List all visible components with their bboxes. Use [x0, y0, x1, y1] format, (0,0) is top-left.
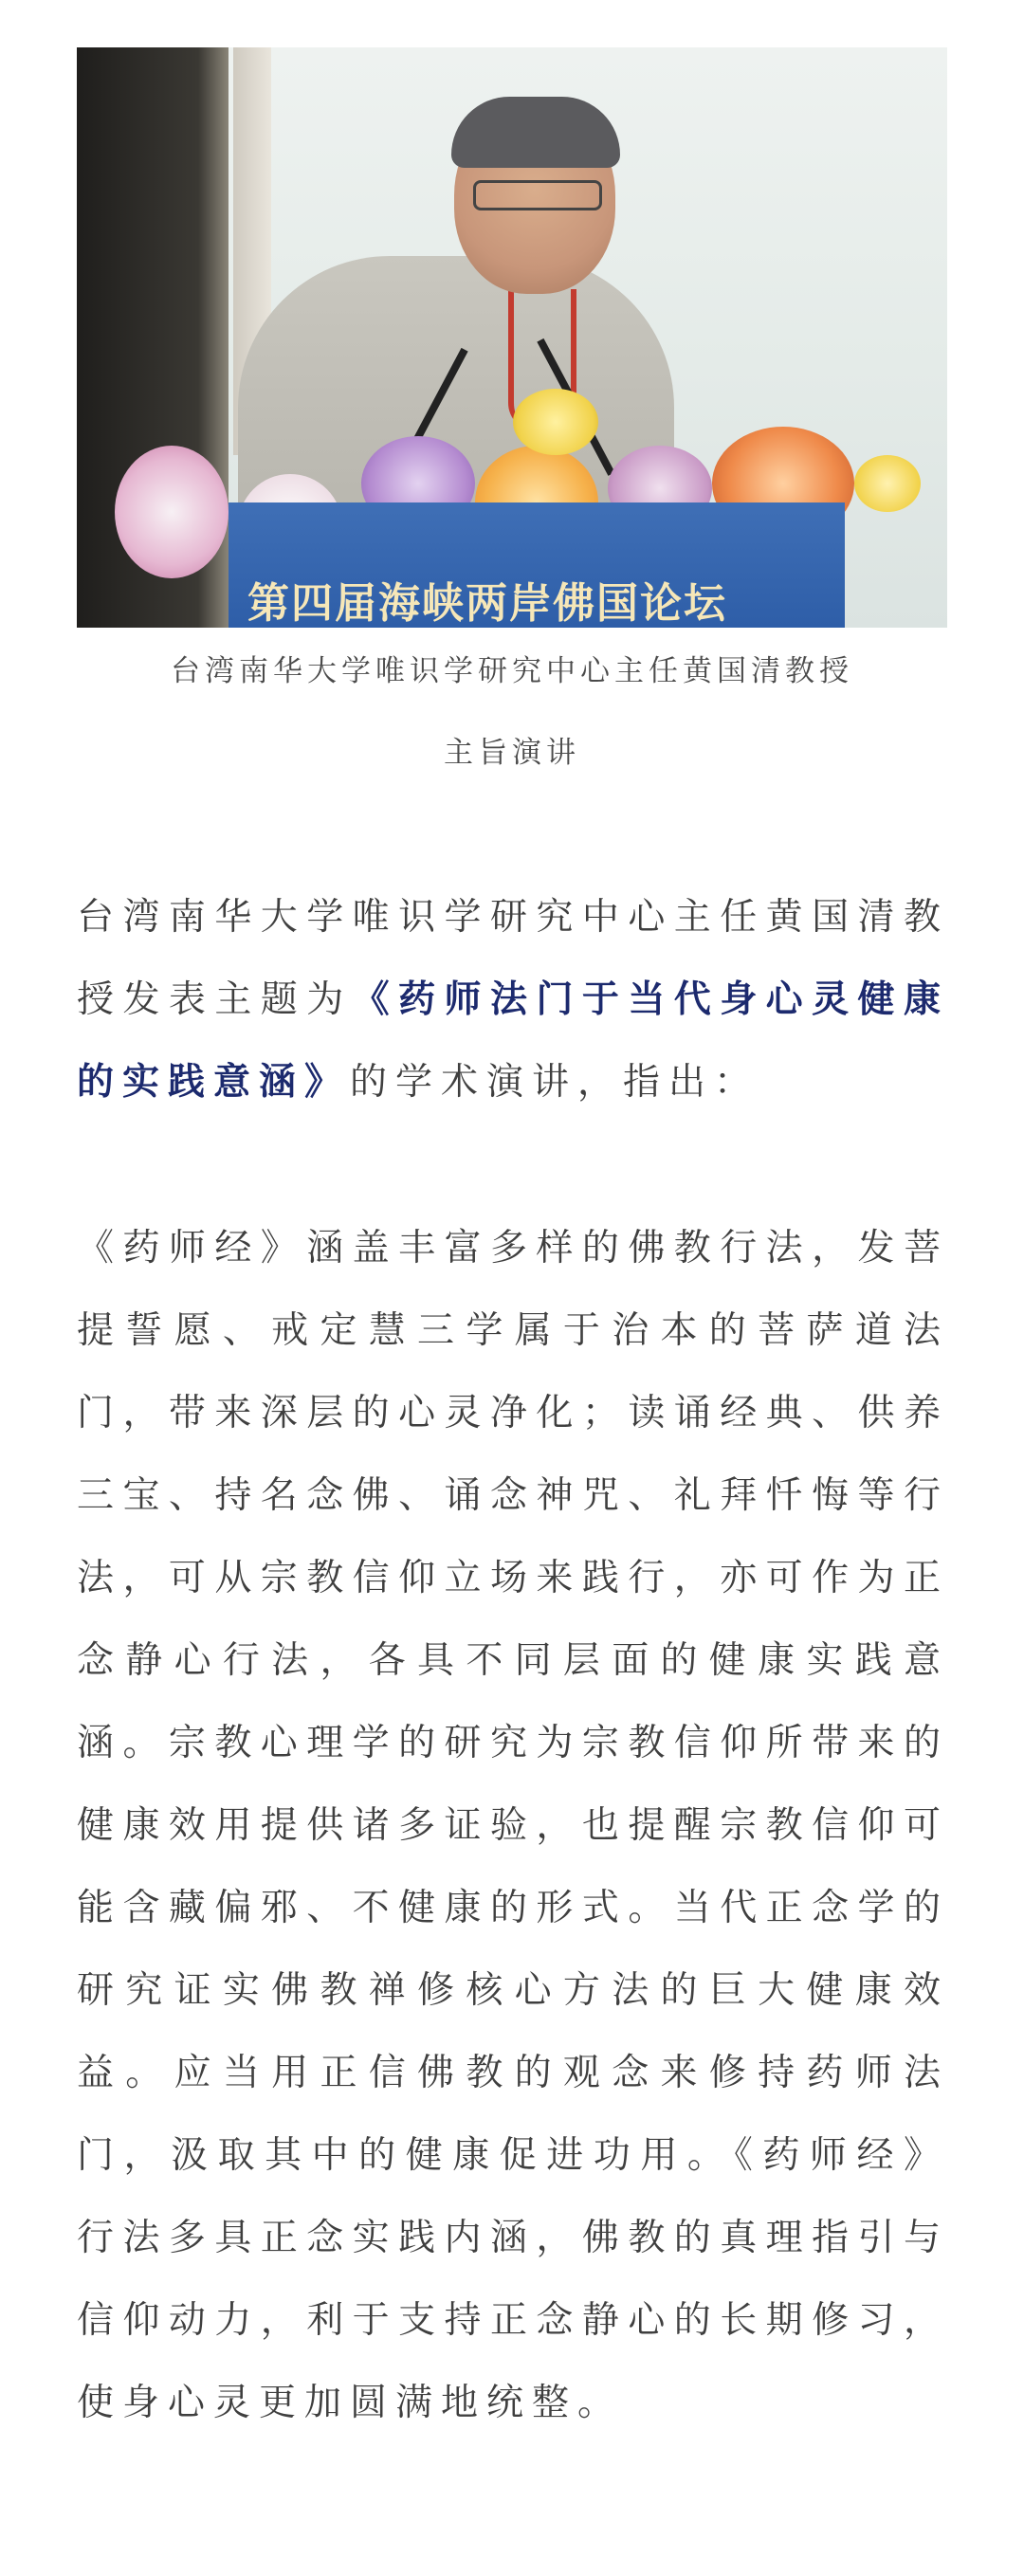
speaker-glasses: [473, 180, 602, 210]
intro-paragraph: [77, 876, 949, 1124]
flower-yellow: [854, 455, 921, 512]
flower-orchid: [115, 446, 229, 578]
article-photo: [77, 47, 947, 628]
photo-caption-line-2: 主旨演讲: [444, 736, 580, 770]
photo-caption-line-1: 台湾南华大学唯识学研究中心主任黄国清教授: [171, 654, 853, 688]
podium: [229, 502, 845, 628]
speaker-hair: [451, 97, 620, 168]
intro-prefix: 台湾南华大学唯识学研究中心主任黄国清教授发表主题为: [77, 896, 949, 1021]
podium-banner-text: 第四届海峡两岸佛国论坛: [247, 579, 727, 628]
flower-yellow: [513, 389, 598, 455]
body-paragraph: 《药师经》涵盖丰富多样的佛教行法，发菩提誓愿、戒定慧三学属于治本的菩萨道法门，带来深层的心灵净化；读诵经典、供养三宝、持名念佛、诵念神咒、礼拜忏悔等行法，可从宗教信仰立场来践行，亦可作为正念静心行法，各具不同层面的健康实践意涵。宗教心理学的研究为宗教信仰所带来的健康效用提供诸多证验，也提醒宗教信仰可能含藏偏邪、不健康的形式。当代正念学的研究证实佛教禅修核心方法的巨大健康效益。应当用正信佛教的观念来修持药师法门，汲取其中的健康促进功用。《药师经》行法多具正念实践内涵，佛教的真理指引与信仰动力，利于支持正念静心的长期修习，使身心灵更加圆满地统整。: [77, 1227, 949, 2424]
intro-suffix: 的学术演讲，指出：: [350, 1061, 760, 1104]
lecture-title-highlight: 《药师法门于当代身心灵健康的实践意涵》: [77, 978, 949, 1104]
